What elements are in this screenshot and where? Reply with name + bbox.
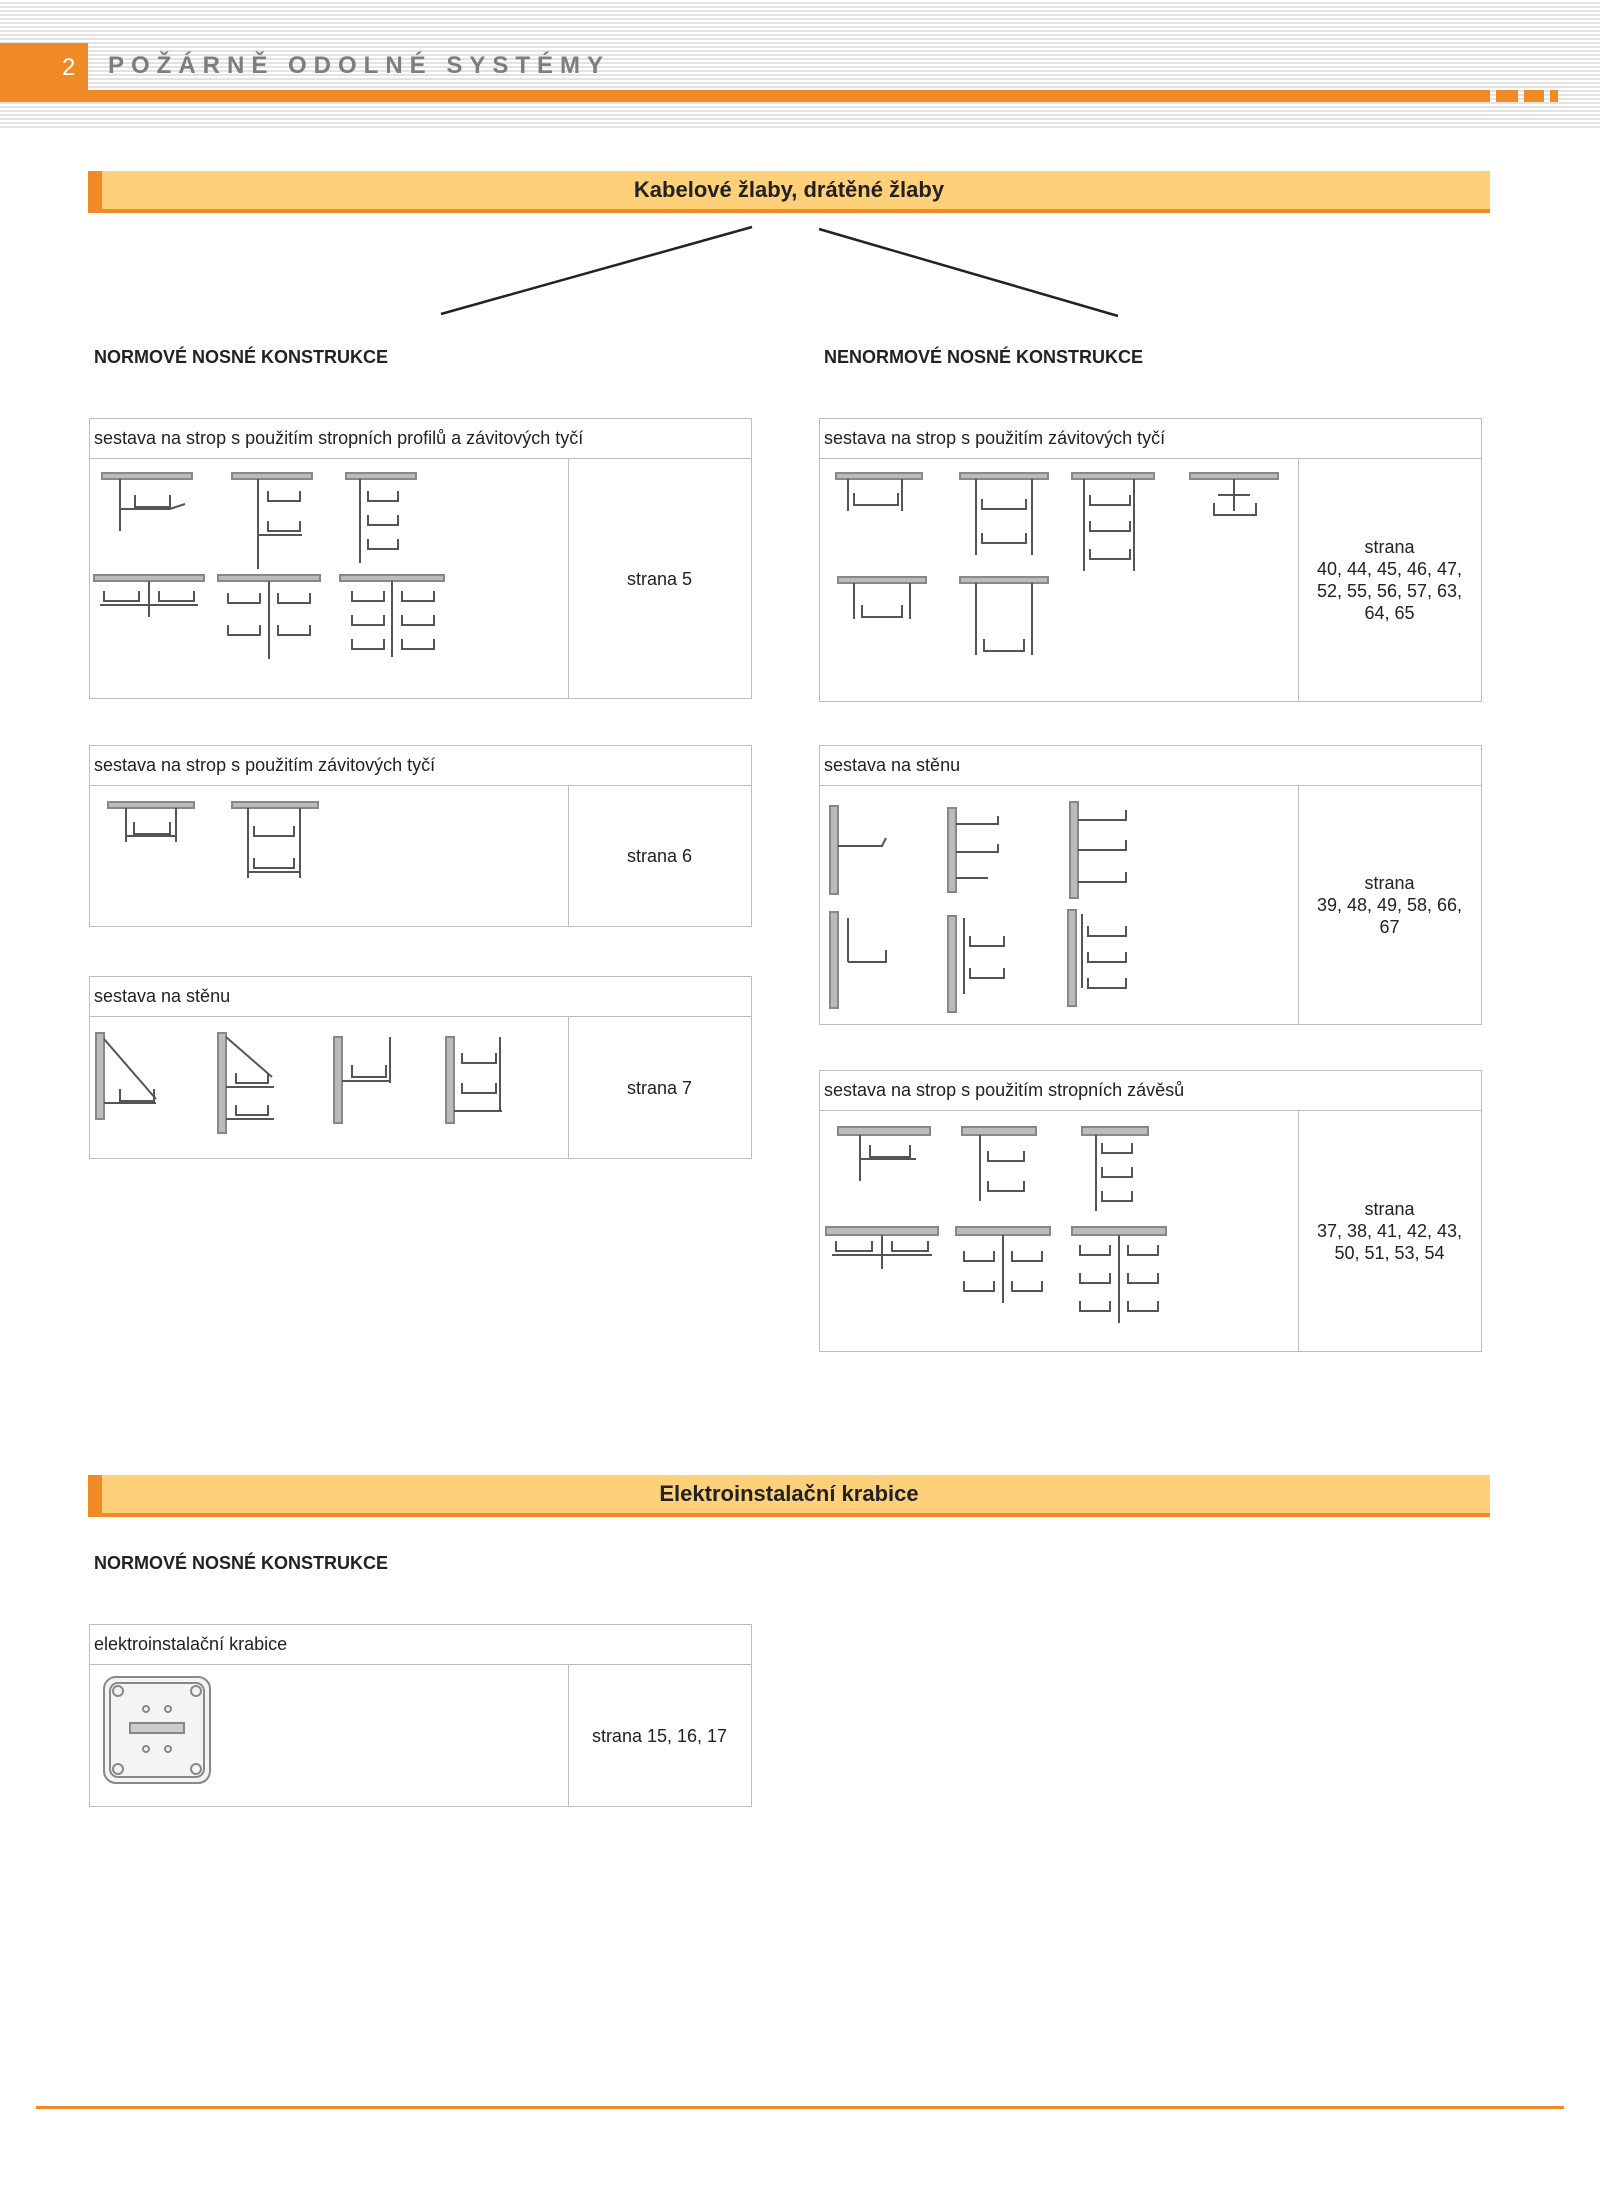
nonstandard-rod-assembly-icon (820, 459, 1298, 703)
page-reference-text: strana (1364, 537, 1415, 557)
page-reference-text: strana (1364, 873, 1415, 893)
ceiling-profile-assembly-icon (90, 459, 568, 699)
header-square (1496, 90, 1518, 102)
right-column-heading: NENORMOVÉ NOSNÉ KONSTRUKCE (824, 347, 1144, 367)
panel-threaded-rods (89, 745, 752, 927)
panel-caption: sestava na stěnu (820, 746, 1481, 786)
panel-nonstandard-wall (819, 745, 1482, 1025)
assembly-illustration (90, 1665, 569, 1806)
footer-line (36, 2106, 1564, 2109)
page-reference-text: 37, 38, 41, 42, 43, (1316, 1221, 1463, 1241)
page-reference-text: strana 15, 16, 17 (591, 1725, 728, 1746)
page-reference (1298, 459, 1481, 701)
ceiling-hanger-assembly-icon (820, 1111, 1298, 1353)
assembly-illustration (820, 459, 1299, 701)
page-reference-text: strana (1364, 1199, 1415, 1219)
panel-caption: sestava na strop s použitím stropních závěsů (820, 1071, 1481, 1111)
page-reference (568, 786, 751, 926)
header-square (1524, 90, 1544, 102)
header-bar (0, 90, 1490, 102)
page-reference-text: 39, 48, 49, 58, 66, (1316, 895, 1463, 915)
panel-ceiling-profiles-rods (89, 418, 752, 699)
page-reference (1298, 1111, 1481, 1351)
assembly-illustration (820, 1111, 1299, 1351)
section-title-junction-boxes: Elektroinstalační krabice (659, 1481, 919, 1506)
left-column-heading: NORMOVÉ NOSNÉ KONSTRUKCE (94, 347, 389, 367)
page-reference-text: 64, 65 (1364, 603, 1415, 623)
assembly-illustration (90, 459, 569, 698)
left-column-heading: NORMOVÉ NOSNÉ KONSTRUKCE (94, 1553, 389, 1573)
panel-nonstandard-threaded-rods (819, 418, 1482, 702)
page-reference-text: 50, 51, 53, 54 (1334, 1243, 1445, 1263)
junction-box-icon (90, 1665, 568, 1808)
section-title-cable-trays: Kabelové žlaby, drátěné žlaby (633, 177, 945, 202)
assembly-illustration (820, 786, 1299, 1024)
nonstandard-wall-assembly-icon (820, 786, 1298, 1026)
panel-wall-assembly (89, 976, 752, 1159)
page-reference (568, 1017, 751, 1158)
page-reference (568, 1665, 751, 1806)
page-reference (1298, 786, 1481, 1024)
header-square (1550, 90, 1558, 102)
panel-caption: elektroinstalační krabice (90, 1625, 751, 1665)
page-reference-text: 40, 44, 45, 46, 47, (1316, 559, 1463, 579)
panel-caption: sestava na strop s použitím závitových tyčí (90, 746, 751, 786)
page-reference-text: strana 5 (626, 568, 693, 589)
panel-junction-box (89, 1624, 752, 1807)
page-reference-text: strana 6 (626, 846, 693, 866)
page-reference-text: strana 7 (626, 1077, 693, 1098)
panel-caption: sestava na stěnu (90, 977, 751, 1017)
threaded-rod-assembly-icon (90, 786, 568, 928)
page-reference-text: 52, 55, 56, 57, 63, (1316, 581, 1463, 601)
page-reference-text: 67 (1379, 917, 1400, 937)
wall-assembly-icon (90, 1017, 568, 1160)
panel-caption: sestava na strop s použitím závitových tyčí (820, 419, 1481, 459)
assembly-illustration (90, 786, 569, 926)
page-number: 2 (62, 54, 76, 81)
assembly-illustration (90, 1017, 569, 1158)
page-header-title: POŽÁRNĚ ODOLNÉ SYSTÉMY (108, 52, 611, 79)
panel-ceiling-hangers (819, 1070, 1482, 1352)
page-reference (568, 459, 751, 698)
panel-caption: sestava na strop s použitím stropních profilů a závitových tyčí (90, 419, 751, 459)
